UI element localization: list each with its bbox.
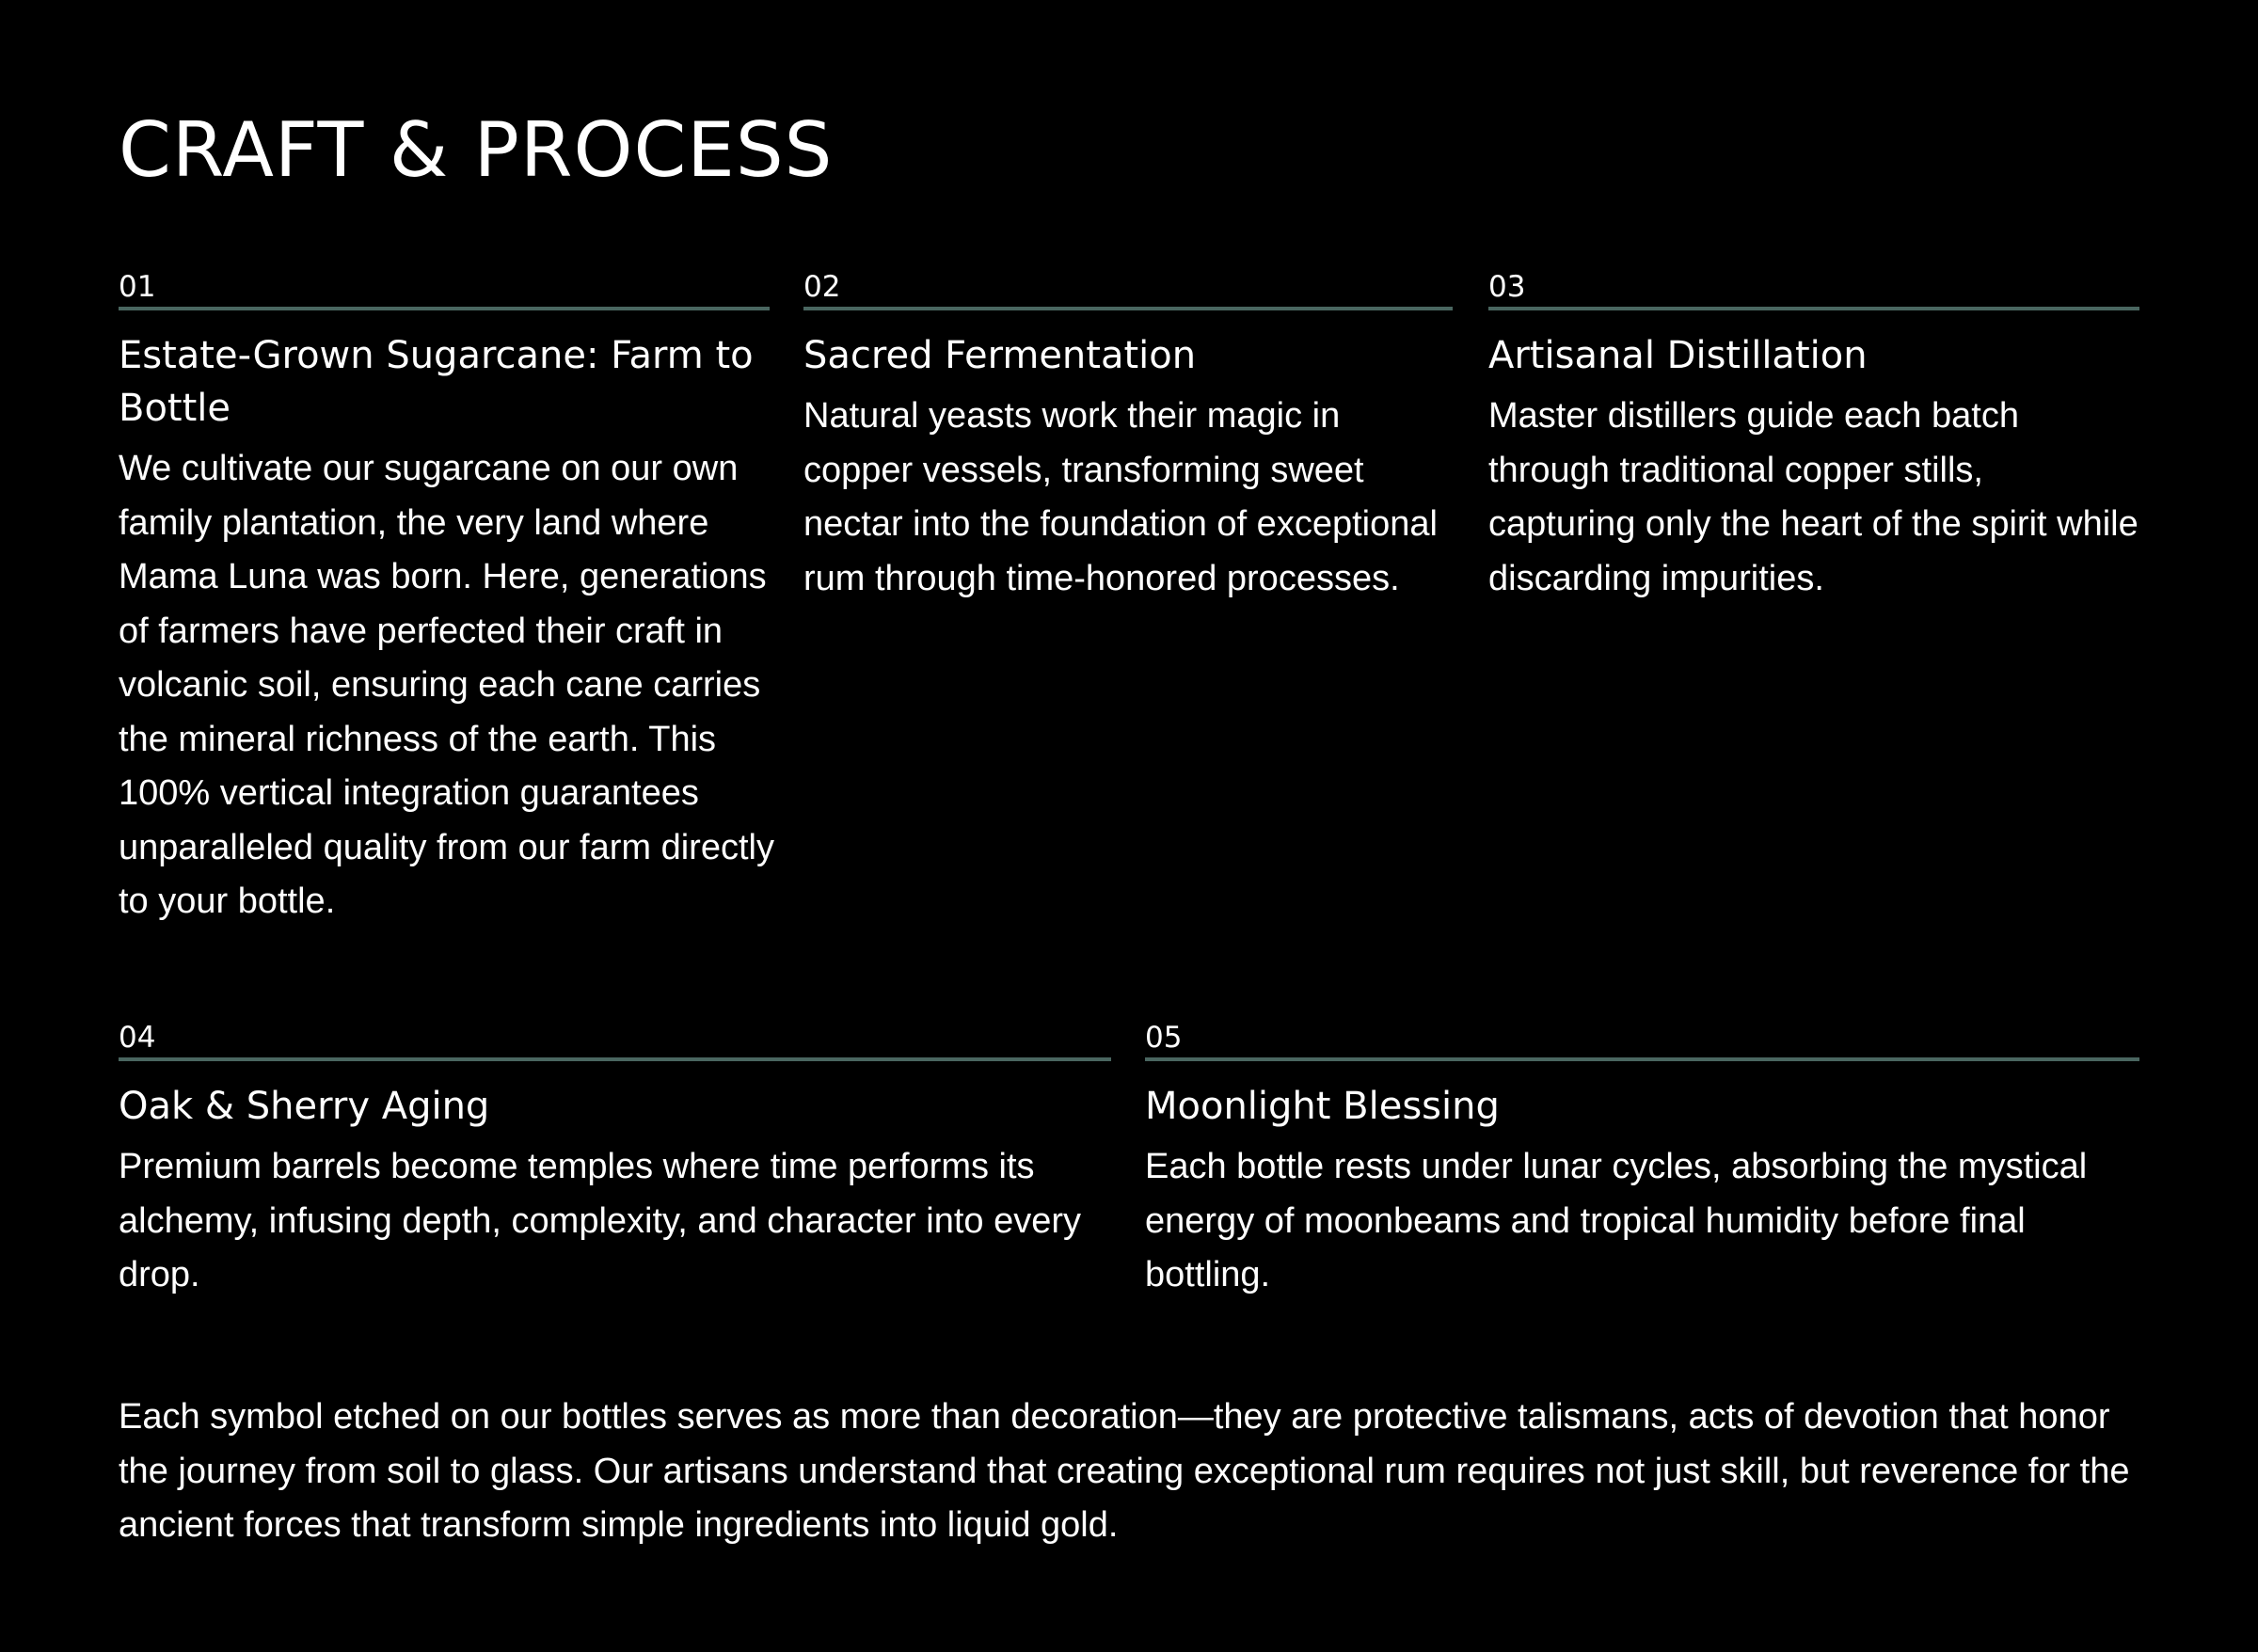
section-title: CRAFT & PROCESS [119, 106, 834, 194]
step-card-05 [1145, 1019, 2139, 1303]
step-divider [1145, 1057, 2139, 1061]
step-title: Artisanal Distillation [1488, 334, 1868, 377]
step-description: Premium barrels become temples where time performs its alchemy, infusing depth, complexity, and character into every drop. [119, 1147, 1081, 1295]
step-divider [119, 1057, 1111, 1061]
step-number: 04 [119, 1021, 156, 1055]
step-card-03 [1488, 268, 2139, 606]
step-title: Oak & Sherry Aging [119, 1085, 490, 1128]
step-title: Moonlight Blessing [1145, 1085, 1500, 1128]
step-number: 01 [119, 270, 156, 304]
closing-paragraph: Each symbol etched on our bottles serves as more than decoration—they are protective talismans, acts of devotion that honor the journey from soil to glass. Our artisans understand that creating exceptional rum requires not just skill, but reverence for the ancient forces that transform simple ingredients into liquid gold. [119, 1397, 2130, 1545]
step-divider [1488, 307, 2139, 310]
step-description: Master distillers guide each batch through traditional copper stills, capturing only the heart of the spirit while discarding impurities. [1488, 396, 2139, 598]
step-title: Estate-Grown Sugarcane: Farm to Bottle [119, 334, 754, 430]
step-divider [119, 307, 770, 310]
step-card-04 [119, 1019, 1111, 1303]
step-divider [803, 307, 1453, 310]
step-card-02 [803, 268, 1453, 606]
craft-process-section [119, 0, 2139, 1652]
step-title: Sacred Fermentation [803, 334, 1197, 377]
step-card-01 [119, 268, 774, 929]
step-description: We cultivate our sugarcane on our own family plantation, the very land where Mama Luna was born. Here, generations of farmers have perfected their craft in volcanic soil, ensuring each cane carries the mineral richness of the earth. This 100% vertical integration guarantees unparalleled quality from our farm directly to your bottle. [119, 449, 774, 921]
step-description: Each bottle rests under lunar cycles, absorbing the mystical energy of moonbeams and tropical humidity before final bottling. [1145, 1147, 2088, 1295]
step-number: 05 [1145, 1021, 1183, 1055]
step-number: 02 [803, 270, 841, 304]
step-description: Natural yeasts work their magic in copper vessels, transforming sweet nectar into the foundation of exceptional rum through time-honored processes. [803, 396, 1438, 598]
step-number: 03 [1488, 270, 1526, 304]
